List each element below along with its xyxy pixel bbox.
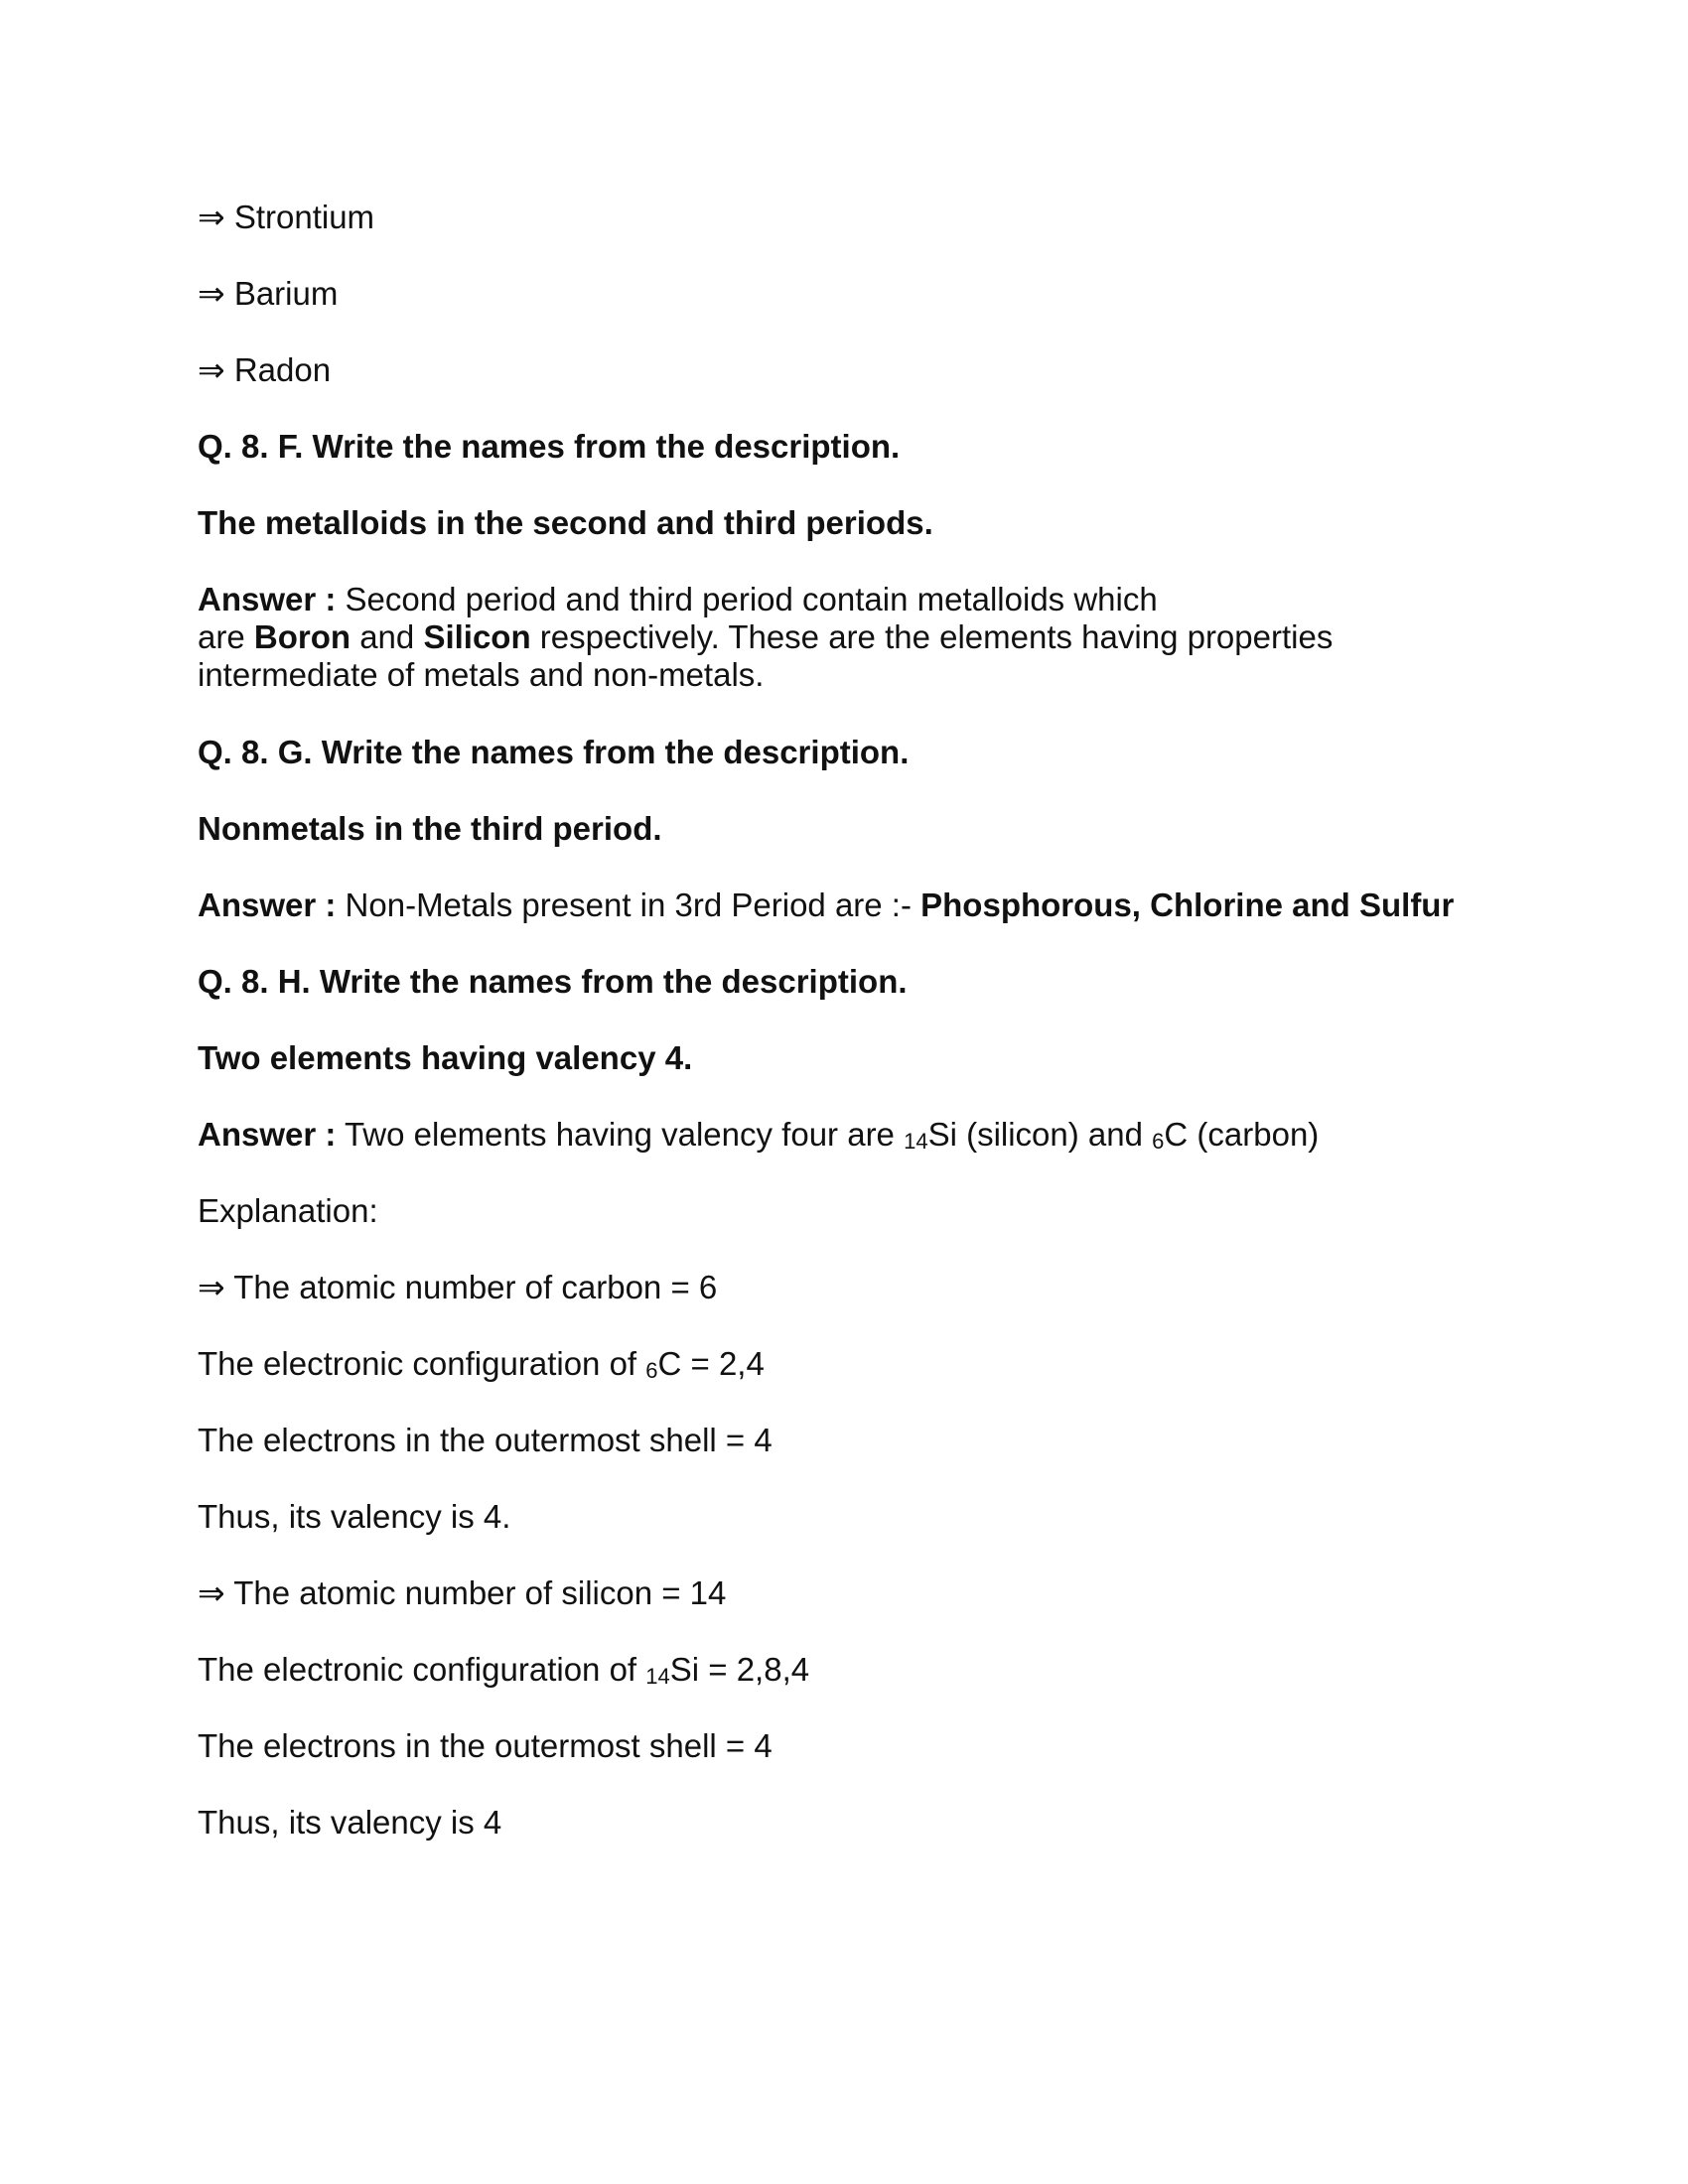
answer-8g: Answer : Non-Metals present in 3rd Period are :- Phosphorous, Chlorine and Sulfur — [198, 887, 1455, 923]
carbon-atomic-number: ⇒ The atomic number of carbon = 6 — [198, 1269, 718, 1305]
carbon-valency: Thus, its valency is 4. — [198, 1498, 511, 1535]
question-8g-prompt: Nonmetals in the third period. — [198, 810, 662, 847]
list-item-barium: ⇒ Barium — [198, 275, 339, 312]
nonmetals-list: Phosphorous, Chlorine and Sulfur — [920, 887, 1455, 923]
list-item-radon: ⇒ Radon — [198, 351, 332, 388]
silicon-atomic-number: ⇒ The atomic number of silicon = 14 — [198, 1574, 727, 1611]
term-silicon: Silicon — [423, 618, 531, 655]
answer-8f-line-2: are Boron and Silicon respectively. These are the elements having properties — [198, 618, 1334, 655]
question-8g-heading: Q. 8. G. Write the names from the description. — [198, 734, 910, 770]
carbon-configuration: The electronic configuration of $_6$C = 2,4 — [198, 1345, 765, 1383]
list-item-strontium: ⇒ Strontium — [198, 199, 375, 235]
answer-label: Answer : — [198, 581, 337, 617]
question-8h-prompt: Two elements having valency 4. — [198, 1039, 693, 1076]
answer-8f-line-3: intermediate of metals and non-metals. — [198, 656, 765, 693]
explanation-label: Explanation: — [198, 1192, 378, 1229]
answer-8f — [198, 581, 1508, 694]
question-8f-heading: Q. 8. F. Write the names from the description. — [198, 428, 901, 465]
answer-label: Answer : — [198, 1116, 337, 1153]
answer-label: Answer : — [198, 887, 337, 923]
term-boron: Boron — [253, 618, 352, 655]
silicon-configuration: The electronic configuration of $_{14}$Si = 2,8,4 — [198, 1651, 810, 1689]
answer-8f-line-1: Answer : Second period and third period contain metalloids which — [198, 581, 1158, 617]
question-8h-heading: Q. 8. H. Write the names from the description. — [198, 963, 908, 1000]
carbon-outer-shell: The electrons in the outermost shell = 4 — [198, 1422, 773, 1458]
question-8f-prompt: The metalloids in the second and third periods. — [198, 504, 933, 541]
silicon-outer-shell: The electrons in the outermost shell = 4 — [198, 1727, 773, 1764]
silicon-valency: Thus, its valency is 4 — [198, 1804, 502, 1841]
answer-8h: Answer : Two elements having valency four are $_{14}$Si (silicon) and $_6$C (carbon) — [198, 1116, 1320, 1154]
